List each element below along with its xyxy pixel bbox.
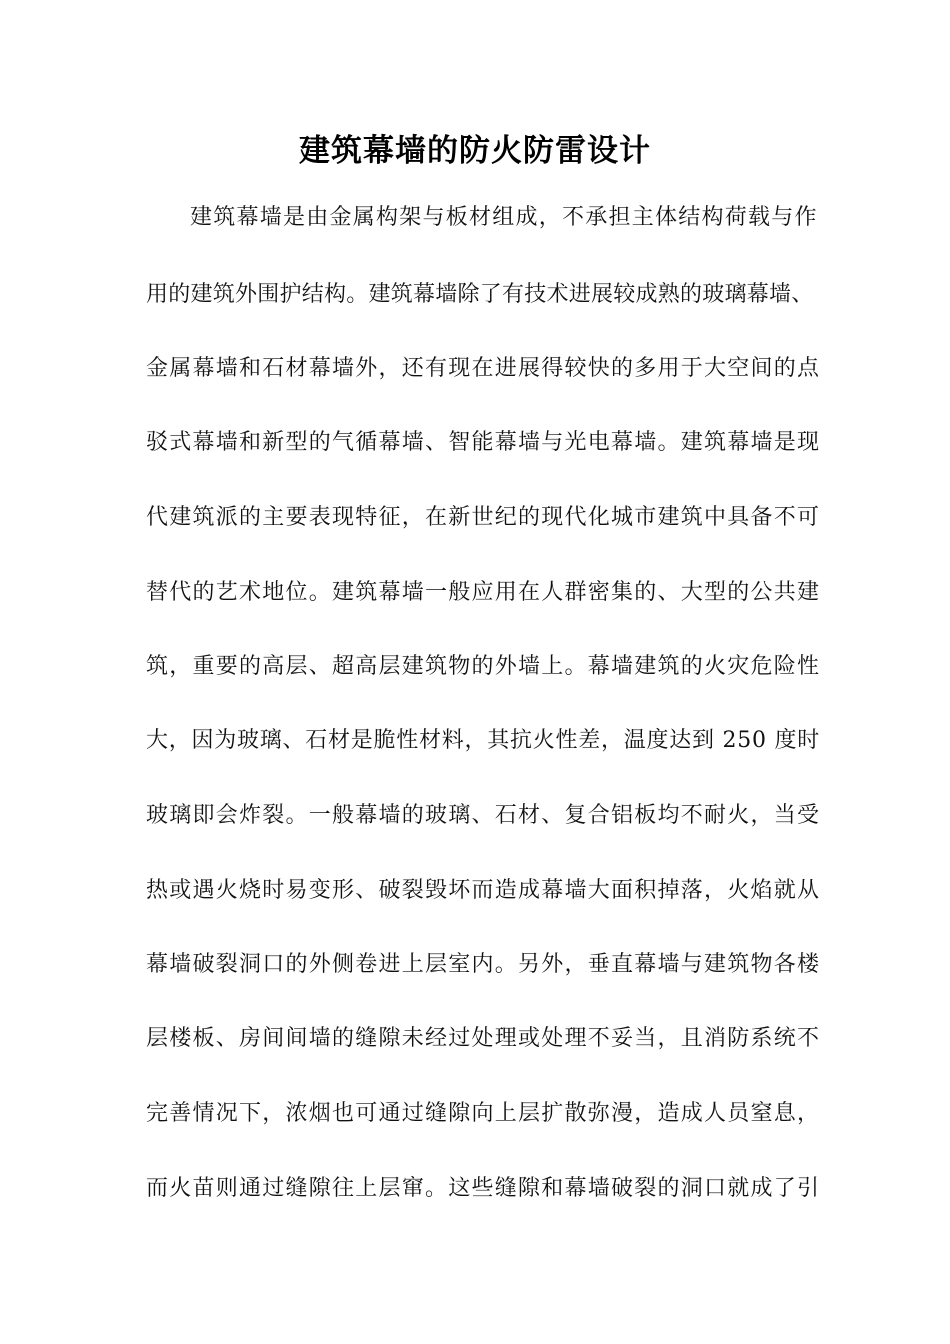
paragraph-line: 金属幕墙和石材幕墙外，还有现在进展得较快的多用于大空间的点	[146, 356, 821, 381]
paragraph-line: 玻璃即会炸裂。一般幕墙的玻璃、石材、复合铝板均不耐火，当受	[146, 803, 821, 828]
paragraph-line: 筑，重要的高层、超高层建筑物的外墙上。幕墙建筑的火灾危险性	[146, 654, 821, 679]
paragraph-line: 驳式幕墙和新型的气循幕墙、智能幕墙与光电幕墙。建筑幕墙是现	[146, 430, 821, 455]
paragraph-line: 替代的艺术地位。建筑幕墙一般应用在人群密集的、大型的公共建	[146, 580, 821, 605]
paragraph-line: 幕墙破裂洞口的外侧卷进上层室内。另外，垂直幕墙与建筑物各楼	[146, 952, 821, 977]
document-title: 建筑幕墙的防火防雷设计	[299, 133, 651, 169]
paragraph-line: 而火苗则通过缝隙往上层窜。这些缝隙和幕墙破裂的洞口就成了引	[146, 1176, 821, 1201]
paragraph-line: 完善情况下，浓烟也可通过缝隙向上层扩散弥漫，造成人员窒息，	[146, 1101, 821, 1126]
paragraph-line: 建筑幕墙是由金属构架与板材组成，不承担主体结构荷载与作	[190, 205, 818, 230]
paragraph-line: 代建筑派的主要表现特征，在新世纪的现代化城市建筑中具备不可	[146, 505, 821, 530]
paragraph-line: 层楼板、房间间墙的缝隙未经过处理或处理不妥当，且消防系统不	[146, 1026, 821, 1051]
paragraph-line: 大，因为玻璃、石材是脆性材料，其抗火性差，温度达到 250 度时	[146, 728, 820, 753]
paragraph-line: 用的建筑外围护结构。建筑幕墙除了有技术进展较成熟的玻璃幕墙、	[146, 282, 814, 307]
paragraph-line: 热或遇火烧时易变形、破裂毁坏而造成幕墙大面积掉落，火焰就从	[146, 878, 821, 903]
